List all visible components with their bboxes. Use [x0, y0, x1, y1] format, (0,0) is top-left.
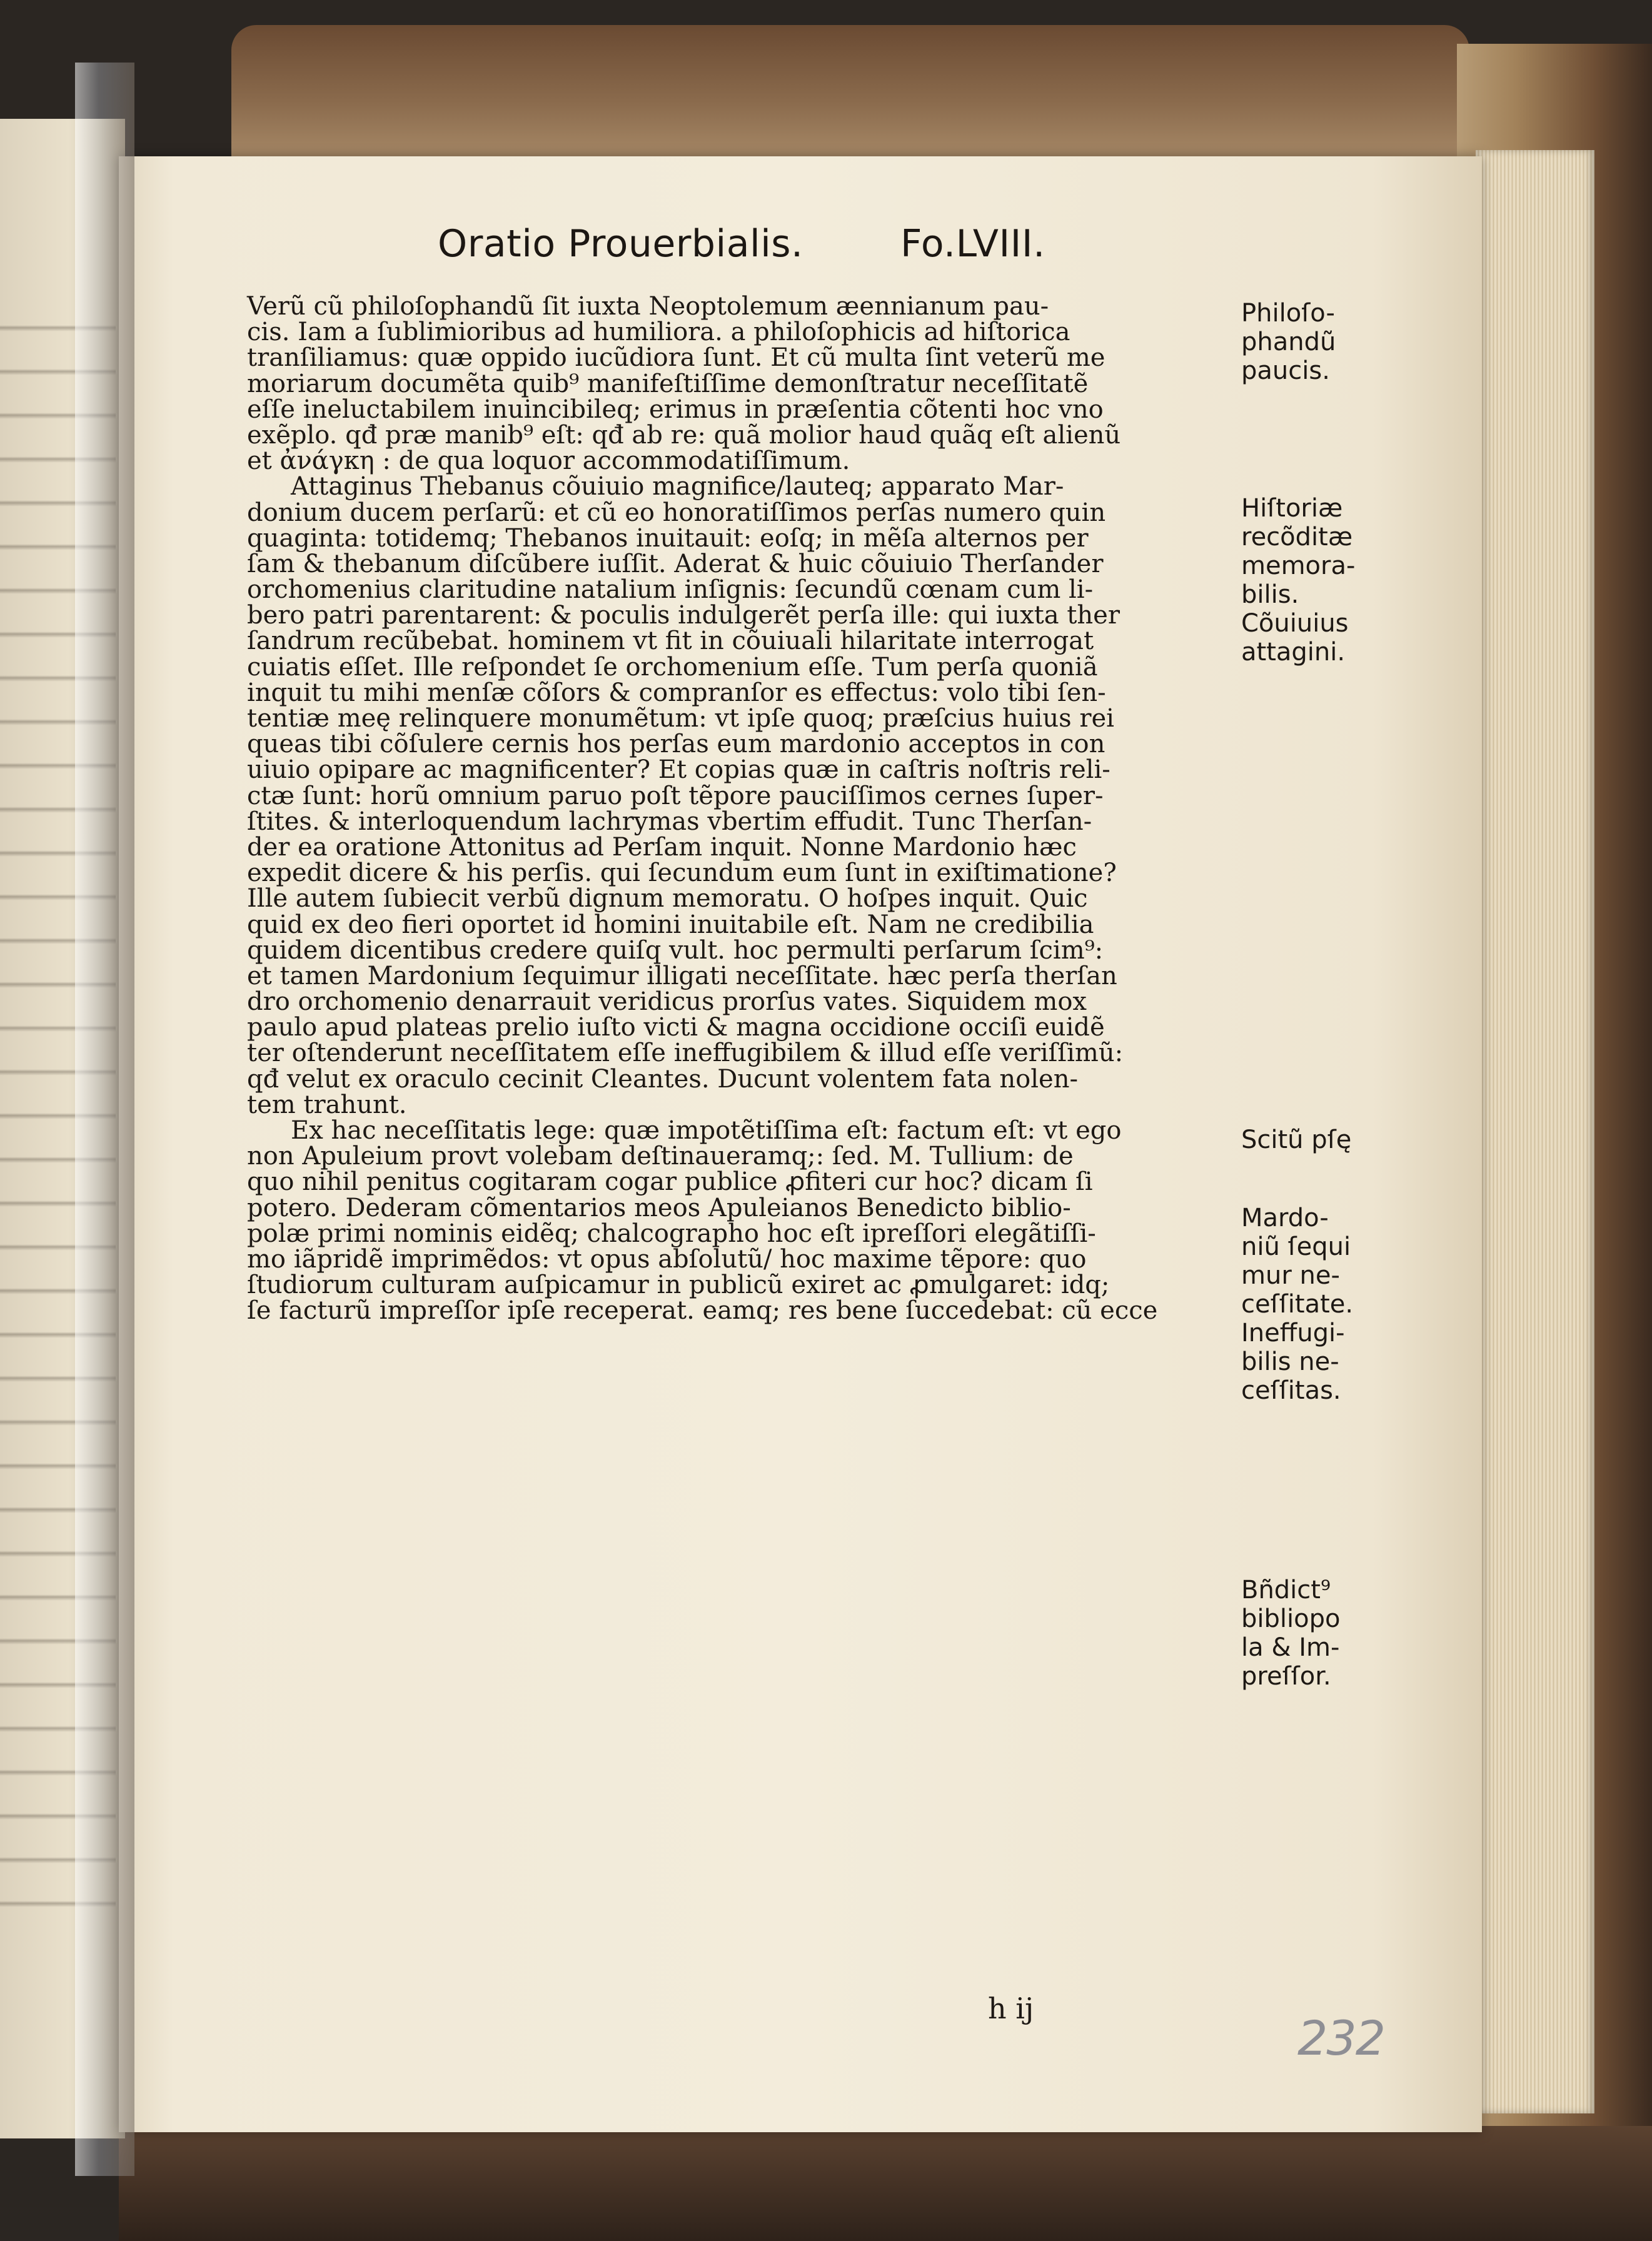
marginal-note-line: Bñdict⁹	[1241, 1576, 1331, 1604]
text-line: tem trahunt.	[247, 1090, 407, 1119]
text-line: uiuio opipare ac magnificenter? Et copias quæ in caſtris noſtris reli-	[247, 755, 1111, 785]
text-line: cuiatis eſſet. Ille reſpondet ſe orchomenium eſſe. Tum perſa quoniã	[247, 652, 1098, 682]
text-line: queas tibi cõſulere cernis hos perſas eum mardonio acceptos in con	[247, 730, 1106, 759]
marginal-note-line: niũ ſequi	[1241, 1232, 1351, 1261]
marginal-note-line: mur ne-	[1241, 1261, 1340, 1290]
marginal-note	[1241, 1204, 1404, 1405]
page-edges	[1476, 150, 1594, 2113]
signature-mark: h ij	[988, 1992, 1034, 2025]
marginal-note-line: Mardo-	[1241, 1204, 1329, 1232]
gutter-shadow	[75, 63, 134, 2176]
text-line: paulo apud plateas prelio iuſto victi & magna occidione occiſi euidẽ	[247, 1013, 1105, 1042]
text-line: et ἀνάγκη : de qua loquor accommodatiſſimum.	[247, 446, 850, 476]
marginal-note-line: ceſſitas.	[1241, 1376, 1341, 1405]
marginal-note-line: bilis.	[1241, 580, 1299, 609]
text-line: moriarum documẽta quib⁹ manifeſtiſſime demonſtratur neceſſitatẽ	[247, 369, 1089, 398]
marginal-note-line: paucis.	[1241, 356, 1330, 385]
text-line: tranſiliamus: quæ oppido iucũdiora ſunt. Et cũ multa ſint veterũ me	[247, 343, 1106, 373]
marginal-note	[1241, 1126, 1404, 1154]
book-cover-bottom	[119, 2126, 1652, 2241]
text-line: ſe facturũ impreſſor ipſe receperat. eamq; res bene ſuccedebat: cũ ecce	[247, 1296, 1158, 1326]
marginal-note-line: Ineffugi-	[1241, 1319, 1345, 1347]
marginal-note-line: preſſor.	[1241, 1662, 1331, 1691]
text-line: non Apuleium provt volebam deſtinaueramq;: ſed. M. Tullium: de	[247, 1142, 1074, 1171]
main-text-block	[247, 294, 1241, 1324]
marginal-note	[1241, 494, 1404, 667]
marginal-note-line: attagini.	[1241, 638, 1346, 667]
book-cover-top	[231, 25, 1469, 163]
marginal-note-line: la & Im-	[1241, 1633, 1340, 1662]
text-line: quid ex deo fieri oportet id homini inuitabile eſt. Nam ne credibilia	[247, 910, 1094, 939]
text-line: ſam & thebanum diſcũbere iuſſit. Aderat & huic cõuiuio Therſander	[247, 549, 1104, 578]
text-line: orchomenius claritudine natalium inſignis: ſecundũ cœnam cum li-	[247, 575, 1094, 605]
running-head	[319, 222, 1132, 278]
text-line: quaginta: totidemq; Thebanos inuitauit: eoſq; in mẽſa alternos per	[247, 523, 1089, 553]
marginal-note-line: memora-	[1241, 551, 1356, 580]
text-line: bero patri parentarent: & poculis indulgerẽt perſa ille: qui iuxta ther	[247, 601, 1120, 630]
marginal-note-line: Hiſtoriæ	[1241, 494, 1343, 523]
text-line: exẽplo. qđ præ manib⁹ eſt: qđ ab re: quã molior haud quãq eſt alienũ	[247, 420, 1121, 450]
pencil-page-number: 232	[1297, 2010, 1385, 2066]
running-title: Oratio Prouerbialis.	[438, 222, 803, 266]
text-line: polæ primi nominis eidẽq; chalcographo hoc eſt ipreſſori elegãtiſſi-	[247, 1219, 1096, 1248]
text-line: ſtudiorum culturam auſpicamur in publicũ exiret ac ꝓmulgaret: idq;	[247, 1271, 1110, 1300]
text-line: dro orchomenio denarrauit veridicus prorſus vates. Siquidem mox	[247, 987, 1087, 1017]
folio-number: Fo.LVIII.	[900, 222, 1045, 266]
marginal-note-line: bibliopo	[1241, 1604, 1341, 1633]
text-line: Ex hac neceſſitatis lege: quæ impotẽtiſſima eſt: factum eſt: vt ego	[291, 1116, 1122, 1145]
text-line: mo iãpridẽ imprimẽdos: vt opus abſolutũ/ hoc maxime tẽpore: quo	[247, 1244, 1087, 1274]
text-line: eſſe ineluctabilem inuincibileq; erimus in præſentia cõtenti hoc vno	[247, 395, 1104, 424]
marginal-note-line: ceſſitate.	[1241, 1290, 1354, 1319]
text-line: qđ velut ex oraculo cecinit Cleantes. Ducunt volentem fata nolen-	[247, 1064, 1079, 1094]
text-line: der ea oratione Attonitus ad Perſam inquit. Nonne Mardonio hæc	[247, 832, 1077, 862]
marginal-note-line: bilis ne-	[1241, 1347, 1339, 1376]
text-line: quo nihil penitus cogitaram cogar publice ꝓfiteri cur hoc? dicam ſi	[247, 1167, 1093, 1197]
text-line: expedit dicere & his perſis. qui ſecundum eum ſunt in exiſtimatione?	[247, 859, 1117, 888]
text-line: Verũ cũ philoſophandũ ſit iuxta Neoptolemum æennianum pau-	[247, 292, 1049, 321]
text-line: cis. Iam a ſublimioribus ad humiliora. a philoſophicis ad hiſtorica	[247, 318, 1070, 347]
text-line: donium ducem perſarũ: et cũ eo honoratiſſimos perſas numero quin	[247, 498, 1106, 527]
text-line: Ille autem ſubiecit verbũ dignum memoratu. O hoſpes inquit. Quic	[247, 884, 1088, 914]
text-line: tentiæ meę relinquere monumẽtum: vt ipſe quoq; præſcius huius rei	[247, 704, 1114, 733]
text-line: ter oſtenderunt neceſſitatem eſſe ineffugibilem & illud eſſe veriſſimũ:	[247, 1039, 1124, 1068]
text-line: quidem dicentibus credere quiſq vult. hoc permulti perſarum ſcim⁹:	[247, 935, 1104, 965]
marginal-note-line: Scitũ pſę	[1241, 1126, 1352, 1154]
marginal-note	[1241, 1576, 1404, 1691]
text-line: potero. Dederam cõmentarios meos Apuleianos Benedicto biblio-	[247, 1193, 1071, 1222]
marginal-note-line: Cõuiuius	[1241, 609, 1349, 638]
marginal-note-line: recõditæ	[1241, 523, 1353, 551]
text-line: ſtites. & interloquendum lachrymas vbertim effudit. Tunc Therſan-	[247, 807, 1092, 836]
text-line: Attaginus Thebanus cõuiuio magnifice/lauteq; apparato Mar-	[291, 472, 1064, 501]
text-line: ſandrum recũbebat. hominem vt fit in cõuiuali hilaritate interrogat	[247, 627, 1094, 656]
marginal-note-line: phandũ	[1241, 328, 1336, 356]
text-line: et tamen Mardonium ſequimur illigati neceſſitate. hæc perſa therſan	[247, 961, 1117, 990]
text-line: inquit tu mihi menſæ cõſors & compranſor es effectus: volo tibi ſen-	[247, 678, 1106, 707]
text-line: ctæ ſunt: horũ omnium paruo poſt tẽpore pauciſſimos cernes ſuper-	[247, 781, 1104, 810]
marginal-note-line: Philoſo-	[1241, 299, 1335, 328]
marginal-note	[1241, 299, 1404, 385]
